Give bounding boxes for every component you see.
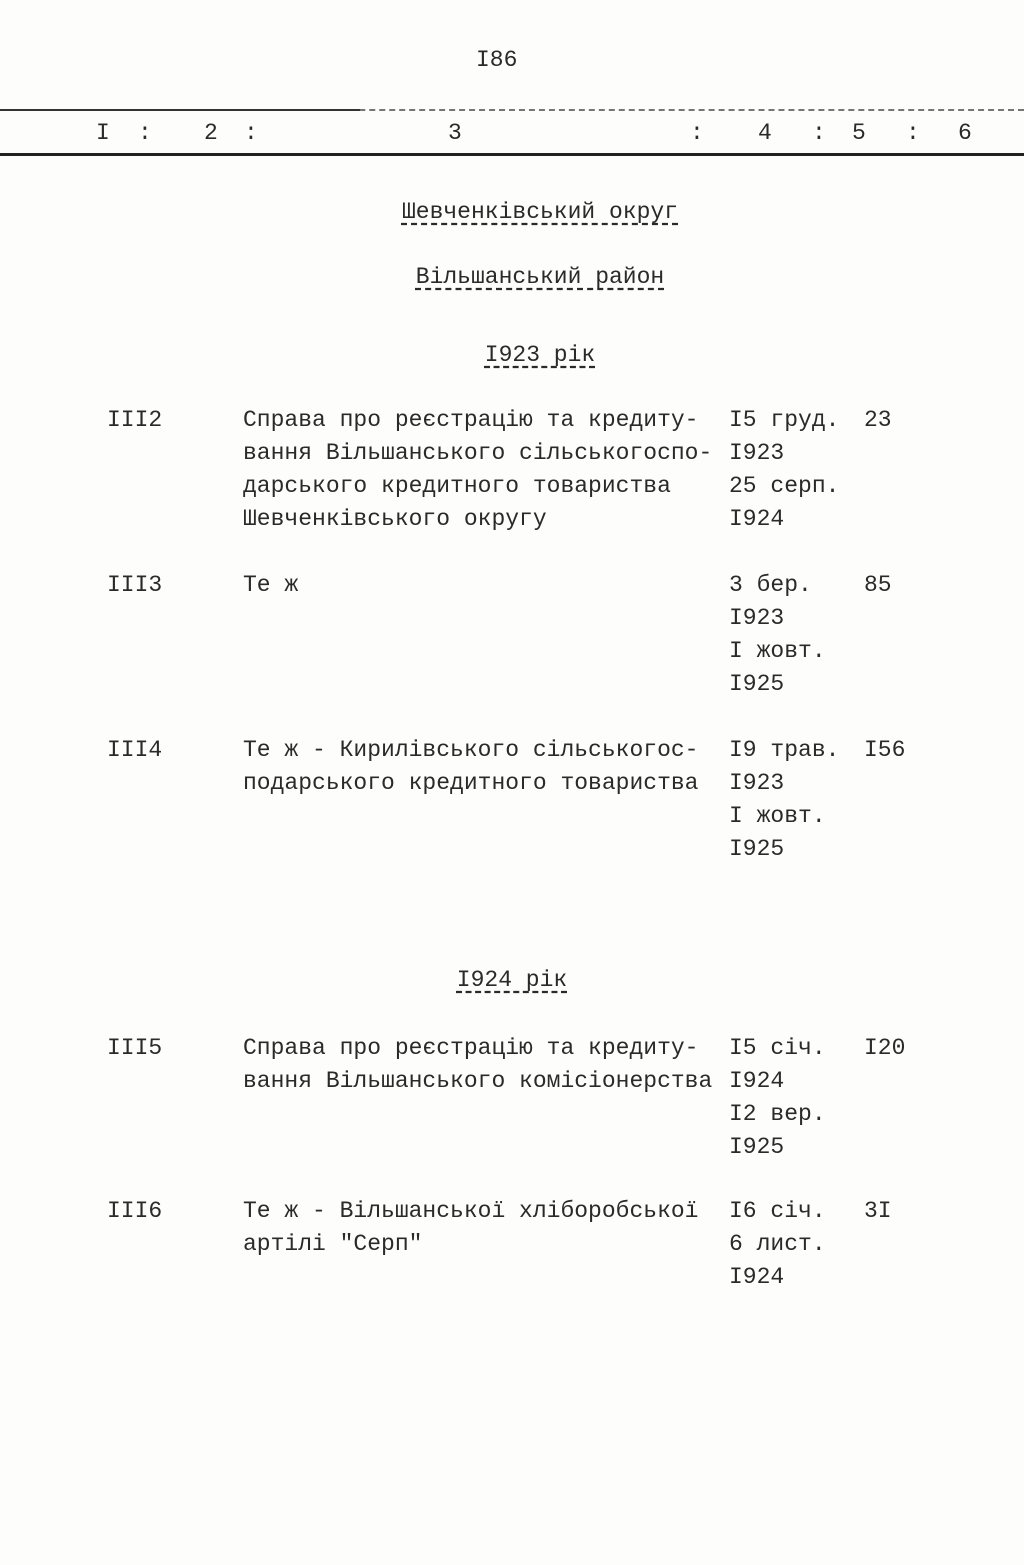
entry-dates: I9 трав. I923 I жовт. I925	[729, 737, 840, 862]
entry-title: Справа про реєстрацію та кредиту- вання Вільшанського сільськогоспо- дарського кредитного товариства Шевченківського округу	[243, 407, 713, 532]
col-separator: :	[690, 120, 704, 146]
entry-title: Справа про реєстрацію та кредиту- вання Вільшанського комісіонерства	[243, 1035, 713, 1094]
entry-dates: 3 бер. I923 I жовт. I925	[729, 572, 826, 697]
entry-sheets: 85	[864, 572, 892, 598]
col-5-label: 5	[852, 120, 866, 146]
entry-number: III3	[107, 572, 163, 598]
entry-sheets: 3I	[864, 1198, 892, 1224]
col-6-label: 6	[958, 120, 972, 146]
entry-number: III2	[107, 407, 163, 433]
entry-title: Те ж - Кирилівського сільськогос- подарського кредитного товариства	[243, 737, 699, 796]
entry-sheets: I56	[864, 737, 906, 763]
col-4-label: 4	[758, 120, 772, 146]
col-separator: :	[812, 120, 826, 146]
year-heading: I924 рік	[456, 967, 568, 993]
entry-sheets: I20	[864, 1035, 906, 1061]
entry-dates: I5 груд. I923 25 серп. I924	[729, 407, 840, 532]
entry-number: III6	[107, 1198, 163, 1224]
year-heading: I923 рік	[484, 342, 596, 368]
entry-title: Те ж	[243, 572, 299, 598]
raion-heading: Вільшанський район	[415, 264, 665, 290]
entry-dates: I5 січ. I924 I2 вер. I925	[729, 1035, 826, 1160]
col-separator: :	[138, 120, 152, 146]
district-heading: Шевченківський округ	[401, 199, 679, 225]
col-separator: :	[906, 120, 920, 146]
entry-sheets: 23	[864, 407, 892, 433]
col-2-label: 2	[204, 120, 218, 146]
col-3-label: 3	[448, 120, 462, 146]
header-rule-bottom	[0, 153, 1024, 156]
entry-number: III4	[107, 737, 163, 763]
page-number: I86	[476, 47, 518, 73]
entry-number: III5	[107, 1035, 163, 1061]
entry-dates: I6 січ. 6 лист. I924	[729, 1198, 826, 1290]
col-separator: :	[244, 120, 258, 146]
entry-title: Те ж - Вільшанської хліборобської артілі "Серп"	[243, 1198, 699, 1257]
header-rule-top-solid	[0, 109, 360, 111]
col-1-label: I	[96, 120, 110, 146]
